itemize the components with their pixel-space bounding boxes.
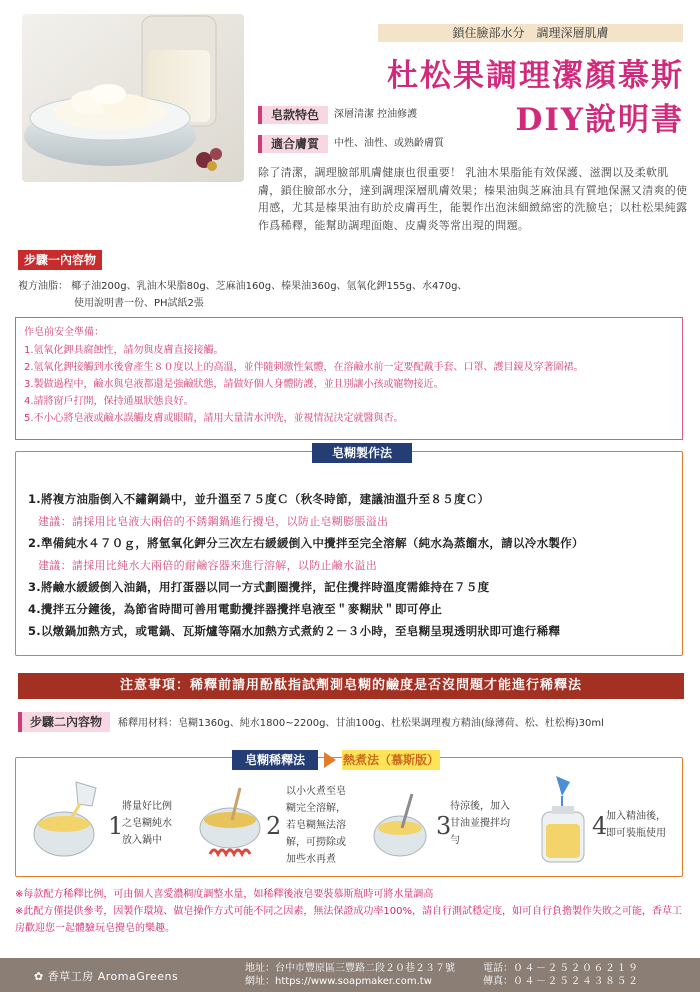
step2-materials: 稀釋用材料：皂糊1360g、純水1800~2200g、甘油100g、杜松果調理複方精油(綠薄荷、松、杜松梅)30ml — [118, 718, 604, 729]
footer — [0, 958, 700, 992]
safety-box — [15, 317, 683, 440]
safety-heading: 作皂前安全準備： — [24, 327, 104, 338]
phone-value: ０４－２５２０６２１９ — [513, 963, 640, 974]
page-subtitle: DIY說明書 — [515, 102, 684, 138]
footer-phone-block — [483, 962, 640, 988]
description: 除了清潔，調理臉部肌膚健康也很重要！ 乳油木果脂能有效保護、滋潤以及柔軟肌膚，鎖住臉部水分，達到調理深層肌膚效果；榛果油與芝麻油具有質地保濕又清爽的使用感，尤其是榛果油有助於皮膚再生，能製作出泡沫細緻綿密的洗臉皂；以杜松果純露作爲稀釋，能幫助調理面皰、皮膚炎等常出現的問題。 — [258, 166, 688, 232]
step-number: 3 — [436, 812, 452, 840]
cooking-pot-icon — [196, 784, 266, 866]
arrow-right-icon — [324, 752, 336, 768]
making-step-1: 1.將複方油脂倒入不鏽鋼鍋中，並升溫至７５度Ｃ（秋冬時節，建議油溫升至８５度Ｃ） — [28, 492, 490, 506]
dilution-step-4-text: 加入精油後， 即可裝瓶使用 — [606, 811, 666, 839]
footnote: ※此配方僅提供參考，因製作環境、做皂操作方式可能不同之因素，無法保證成功率100%，請自行測試穩定度，如可自行負擔製作失敗之可能，香草工房歡迎您一起體驗玩皂攪皂的樂趣。 — [15, 906, 682, 934]
page-title: 杜松果調理潔顏慕斯 — [387, 58, 684, 94]
making-step-2: 2.準備純水４７０ｇ，將氫氧化鉀分三次左右緩緩倒入中攪拌至完全溶解（純水為蒸餾水，請以冷水製作） — [28, 536, 584, 550]
jar-dropper-icon — [534, 772, 594, 868]
footer-address-block — [245, 962, 455, 988]
soap-type-value: 深層清潔 控油修護 — [334, 109, 418, 120]
website-link[interactable]: https://www.soapmaker.com.tw — [275, 976, 432, 987]
safety-item: 4.請將窗戶打開，保持通風狀態良好。 — [24, 396, 194, 407]
safety-item: 5.不小心將皂液或鹼水誤觸皮膚或眼睛，請用大量清水沖洗，並視情況決定就醫與否。 — [24, 413, 404, 424]
making-title: 皂糊製作法 — [312, 443, 412, 463]
step2-label: 步驟二內容物 — [18, 712, 110, 732]
tagline: 鎖住臉部水分 調理深層肌膚 — [378, 24, 683, 42]
hot-process-tab: 熱煮法（慕斯版） — [342, 750, 440, 770]
website-label: 網址： — [245, 976, 275, 987]
step-number: 1 — [108, 812, 124, 840]
dilution-step-2-text: 以小火煮至皂 糊完全溶解， 若皂糊無法溶 解，可撈除或 加些水再煮 — [286, 786, 346, 865]
formula-line-2: 使用說明書一份、PH試紙2張 — [74, 298, 204, 309]
skin-type-label: 適合膚質 — [258, 135, 328, 153]
formula-line-1: 複方油脂： 椰子油200g、乳油木果脂80g、芝麻油160g、榛果油360g、氫氧化鉀155g、水470g、 — [18, 281, 468, 292]
step-number: 2 — [266, 812, 282, 840]
making-step-4: 4.攪拌五分鐘後，為節省時間可善用電動攪拌器攪拌皂液至＂麥糊狀＂即可停止 — [28, 602, 443, 616]
brand-name: 香草工房 AromaGreens — [47, 970, 179, 983]
address-label: 地址： — [245, 963, 275, 974]
dilution-step-1-text: 將量好比例 之皂糊純水 放入鍋中 — [122, 801, 172, 846]
dilution-tab: 皂糊稀釋法 — [232, 750, 318, 770]
making-step-3: 3.將鹼水緩緩倒入油鍋，用打蛋器以同一方式劃圈攪拌，記住攪拌時溫度需維持在７５度 — [28, 580, 490, 594]
safety-item: 1.氫氧化鉀具腐蝕性，請勿與皮膚直接接觸。 — [24, 345, 224, 356]
pot-pour-icon — [30, 776, 104, 866]
skin-type-value: 中性、油性、或熟齡膚質 — [334, 138, 444, 149]
product-photo — [22, 14, 244, 182]
address-value: 台中市豐原區三豐路二段２０巷２３７號 — [275, 963, 455, 974]
soap-type-label: 皂款特色 — [258, 106, 328, 124]
phone-label: 電話： — [483, 963, 513, 974]
safety-item: 2.氫氧化鉀接觸到水後會產生８０度以上的高溫，並伴隨刺激性氣體，在溶鹼水前一定要配戴手套、口罩、護目鏡及穿著圍裙。 — [24, 362, 584, 373]
footer-brand — [34, 968, 178, 984]
fax-label: 傳真： — [483, 976, 513, 987]
making-note-1: 建議：請採用比皂液大兩倍的不銹鋼鍋進行攪皂，以防止皂糊膨脹溢出 — [38, 515, 389, 528]
fax-value: ０４－２５２４３８５２ — [513, 976, 640, 987]
footnotes — [15, 886, 691, 937]
safety-item: 3.製做過程中，鹼水與皂液都還是強鹼狀態，請做好個人身體防護，並且別讓小孩或寵物接近。 — [24, 379, 444, 390]
making-note-2: 建議：請採用比純水大兩倍的耐鹼容器來進行溶解，以防止鹼水溢出 — [38, 559, 377, 572]
notice-banner: 注意事項：稀釋前請用酚酞指試劑測皂糊的鹼度是否沒問題才能進行稀釋法 — [18, 673, 684, 699]
making-step-5: 5.以燉鍋加熱方式，或電鍋、瓦斯爐等隔水加熱方式煮約２－３小時，至皂糊呈現透明狀即可進行稀釋 — [28, 624, 561, 638]
formula-block — [18, 278, 688, 312]
step-number: 4 — [592, 812, 608, 840]
mixing-pot-icon — [372, 784, 432, 866]
footnote: ※每款配方稀釋比例，可由個人喜愛濃稠度調整水量，如稀釋後液皂要裝慕斯瓶時可將水量調高 — [15, 889, 434, 900]
step1-label: 步驟一內容物 — [18, 250, 102, 270]
making-box — [15, 446, 683, 656]
dilution-step-3-text: 待涼後，加入 甘油並攪拌均 勻 — [450, 801, 510, 846]
leaf-icon: ✿ — [34, 970, 44, 983]
